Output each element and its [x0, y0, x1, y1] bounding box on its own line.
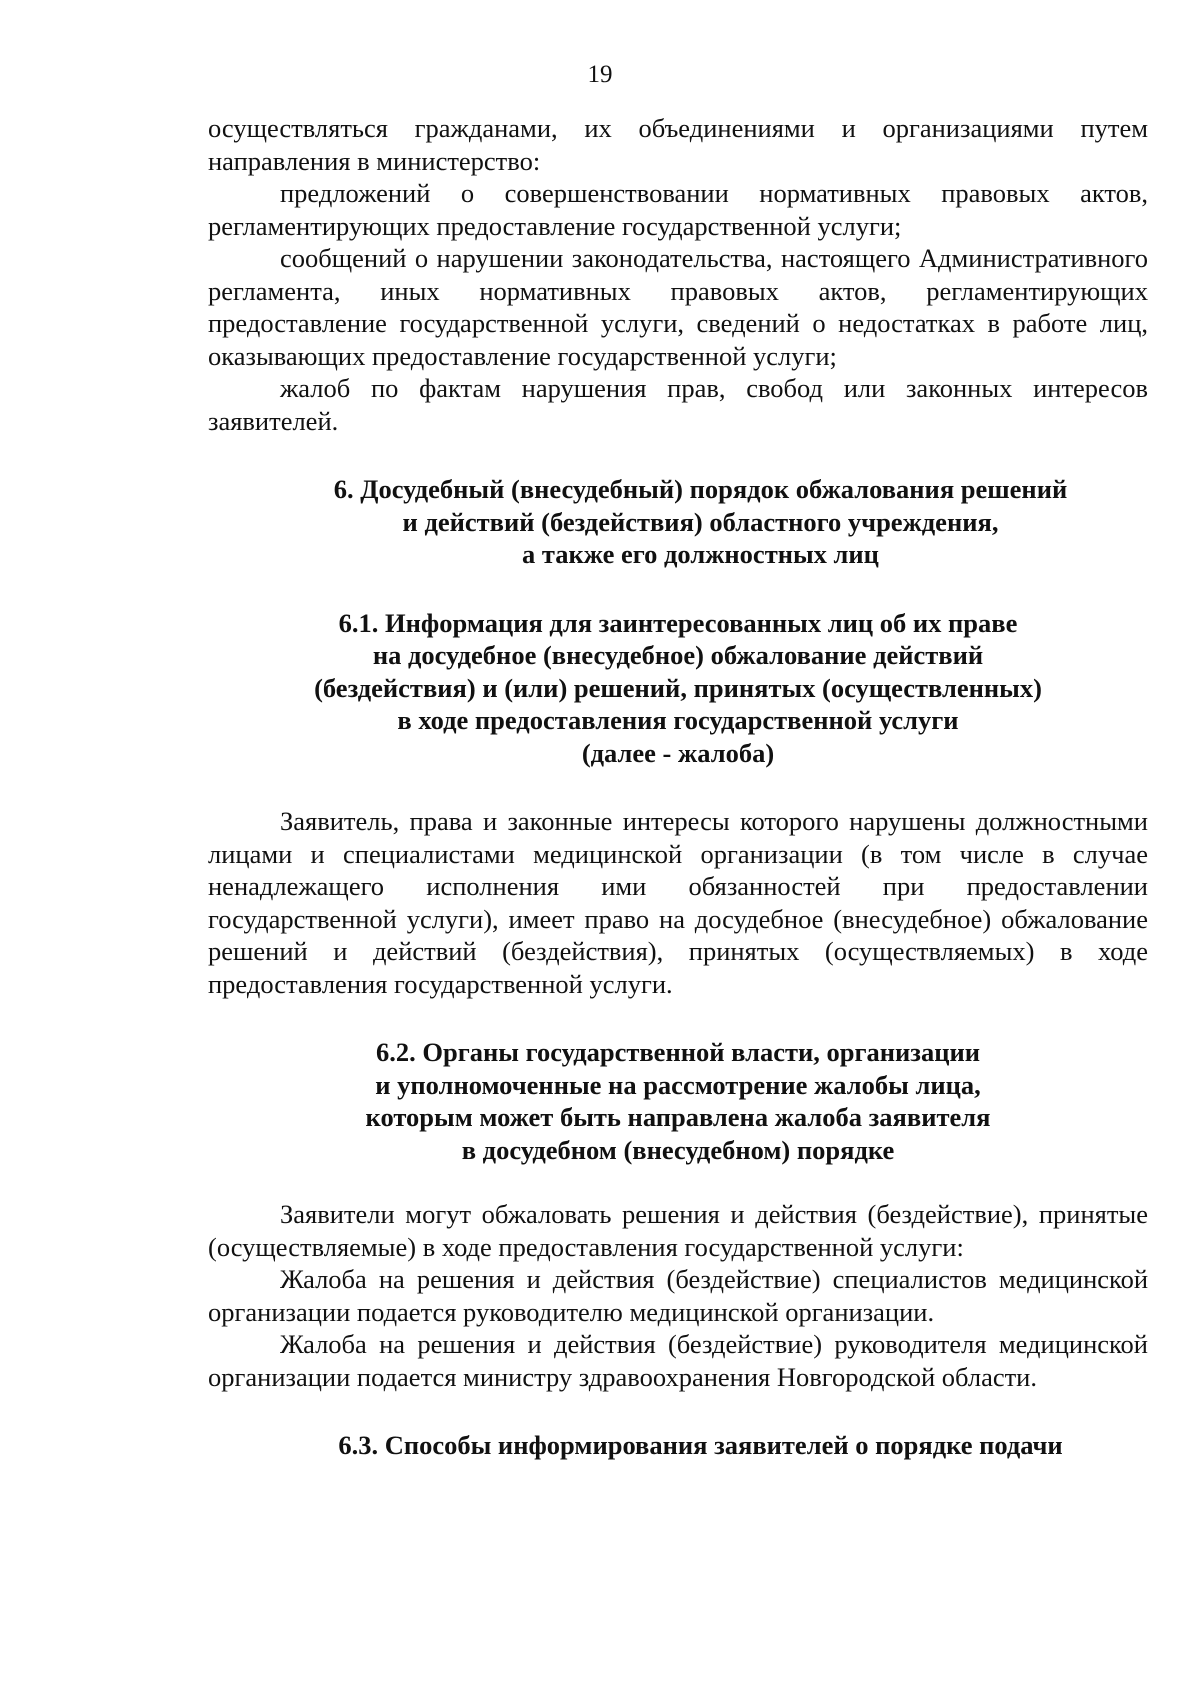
heading-line: 6.1. Информация для заинтересованных лиц об их праве	[338, 607, 1018, 638]
body-paragraph: жалоб по фактам нарушения прав, свобод или законных интересов заявителей.	[208, 373, 1148, 436]
heading-line: на досудебное (внесудебное) обжалование действий	[372, 640, 984, 670]
body-paragraph: осуществляться гражданами, их объединениями и организациями путем направления в министерство:	[208, 113, 1148, 176]
body-paragraph: предложений о совершенствовании нормативных правовых актов, регламентирующих предоставление государственной услуги;	[208, 178, 1148, 241]
heading-line: которым может быть направлена жалоба заявителя	[365, 1102, 991, 1132]
section-6-2-heading	[208, 1036, 1148, 1166]
heading-line: 6.2. Органы государственной власти, организации	[375, 1037, 981, 1067]
heading-line: а также его должностных лиц	[522, 539, 879, 569]
section-6-1-heading	[208, 607, 1148, 770]
body-paragraph: Жалоба на решения и действия (бездействие) специалистов медицинской организации подается руководителю медицинской организации.	[208, 1264, 1148, 1327]
heading-line: в ходе предоставления государственной услуги	[397, 705, 959, 735]
heading-line: 6. Досудебный (внесудебный) порядок обжалования решений	[333, 474, 1068, 504]
heading-line: в досудебном (внесудебном) порядке	[461, 1134, 895, 1165]
page-number: 19	[587, 61, 613, 88]
body-paragraph: Жалоба на решения и действия (бездействие) руководителя медицинской организации подается министру здравоохранения Новгородской области.	[208, 1329, 1148, 1392]
body-paragraph: Заявитель, права и законные интересы которого нарушены должностными лицами и специалистами медицинской организации (в том числе в случае ненадлежащего исполнения ими обязанностей при предоставлении государственной услуги), имеет право на досудебное (внесудебное) обжалование решений и действий (бездействия), принятых (осуществляемых) в ходе предоставления государственной услуги.	[208, 806, 1148, 999]
heading-line: 6.3. Способы информирования заявителей о порядке подачи	[338, 1430, 1063, 1460]
section-6-3-heading	[208, 1429, 1148, 1462]
body-paragraph: Заявители могут обжаловать решения и действия (бездействие), принятые (осуществляемые) в ходе предоставления государственной услуги:	[208, 1199, 1148, 1262]
heading-line: (далее - жалоба)	[581, 737, 775, 768]
heading-line: и уполномоченные на рассмотрение жалобы лица,	[375, 1069, 981, 1100]
heading-line: (бездействия) и (или) решений, принятых (осуществленных)	[314, 672, 1042, 703]
heading-line: и действий (бездействия) областного учреждения,	[402, 506, 999, 537]
document-body	[208, 112, 1148, 1462]
section-6-heading	[208, 473, 1148, 571]
body-paragraph: сообщений о нарушении законодательства, настоящего Административного регламента, иных нормативных правовых актов, регламентирующих предоставление государственной услуги, сведений о недостатках в работе лиц, оказывающих предоставление государственной услуги;	[208, 243, 1148, 371]
